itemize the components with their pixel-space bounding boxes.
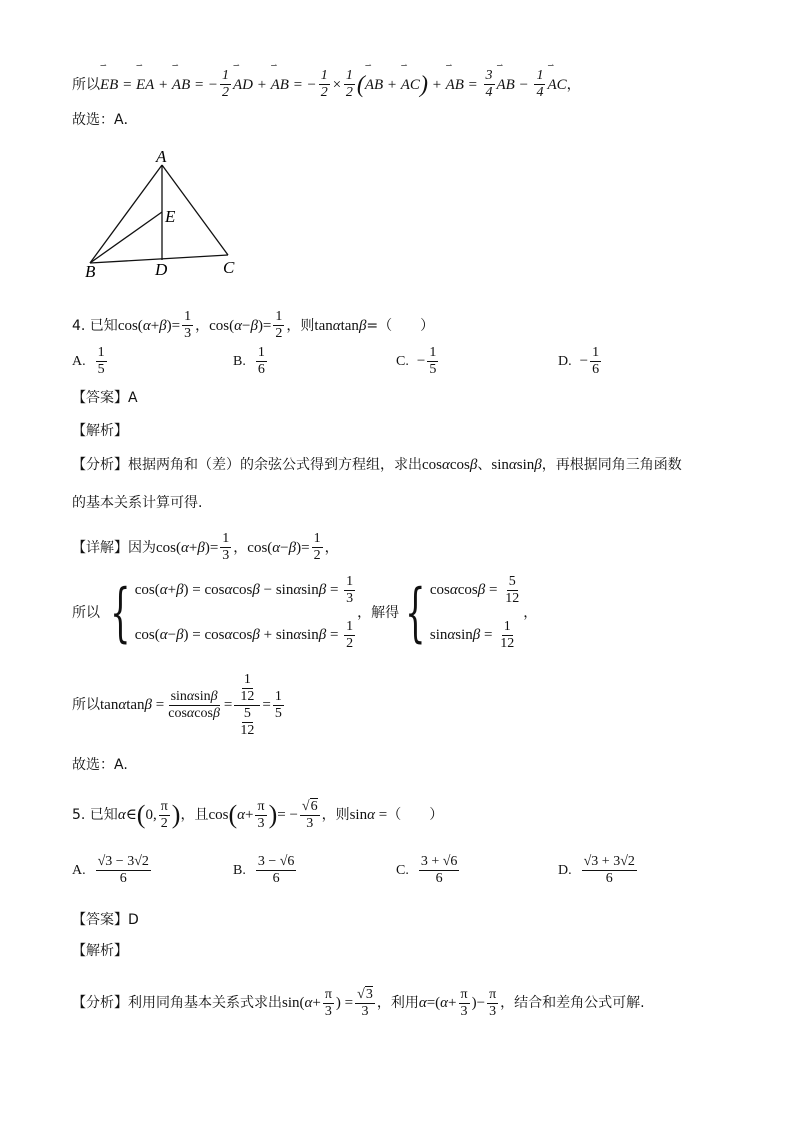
q4-stem: 4. 已知 cos(α+β)= $\frac{1}{3}$ ， cos(α−β)= $\frac{1}{2}$ ，则 tanαtanβ =（ ） — [72, 309, 435, 341]
q4-analysis-label: 【解析】 — [72, 423, 128, 439]
q4-option-c[interactable]: C. − $\frac{1}{5}$ — [396, 345, 437, 377]
vector-equation: EB ⇀ = EA ⇀ + AB ⇀ = − $\frac{1}{2}$ AD ⇀ + AB ⇀ = − $\frac{1}{2}$ × $\frac{1}{2}$ ( AB ⇀ + AC ⇀ ) + AB ⇀ = $\frac{3}{4}$ AB ⇀ − $\frac{1}{4}$ AC ⇀ — [100, 60, 567, 100]
label-e: E — [165, 207, 176, 226]
q5-analysis-label: 【解析】 — [72, 943, 128, 959]
so-prefix: 所以 — [72, 76, 100, 93]
q5-option-a[interactable]: A. $\frac{√3 - 3√2}{6}$ — [72, 854, 149, 886]
q5-option-d[interactable]: D. $\frac{√3 + 3√2}{6}$ — [558, 854, 635, 886]
q4-fenxi-line-1: 【分析】 根据两角和（差）的余弦公式得到方程组，求出 cosαcosβ 、 sinαsinβ ，再根据同角三角函数 — [72, 457, 682, 473]
q4-option-a[interactable]: A. $\frac{1}{5}$ — [72, 345, 105, 377]
q5-fenxi-line: 【分析】 利用同角基本关系式求出 sin(α+ $\frac{\pi}{3}$ ) = $\frac{√3}{3}$ ，利用 α=(α+ $\frac{\pi}{3}$ )− $\frac{\pi}{3}$ ，结合和差角公式可解. — [72, 986, 645, 1019]
q5-option-b[interactable]: B. $\frac{3 - √6}{6}$ — [233, 854, 295, 886]
choose-a-line-2: 故选：A. — [72, 757, 128, 773]
q4-option-d[interactable]: D. − $\frac{1}{6}$ — [558, 345, 600, 377]
label-c: C — [223, 258, 235, 277]
q5-option-c[interactable]: C. $\frac{3 + √6}{6}$ — [396, 854, 458, 886]
q4-fenxi-line-2: 的基本关系计算可得. — [72, 495, 203, 511]
label-a: A — [156, 147, 167, 166]
label-b: B — [85, 262, 96, 280]
choose-a-line-1: 故选：A． — [72, 112, 138, 128]
q5-stem: 5. 已知 α∈ ( 0, $\frac{\pi}{2}$ ) ，且 cos ( α + $\frac{\pi}{3}$ ) = − $\frac{√6}{3}$ ，则 sinα = （ ） — [72, 798, 444, 831]
label-d: D — [155, 260, 168, 279]
q4-detail-line-1: 【详解】 因为 cos(α+β)= $\frac{1}{3}$ ， cos(α−β)= $\frac{1}{2}$ ， — [72, 531, 339, 563]
q5-answer: 【答案】 D — [72, 912, 139, 928]
q4-option-b[interactable]: B. $\frac{1}{6}$ — [233, 345, 265, 377]
q4-answer: 【答案】 A — [72, 390, 138, 406]
q4-system-line: 所以 { cos(α+β) = cosαcosβ − sinαsinβ = $\frac{1}{3}$ cos(α−β) = cosαcosβ + sinαsinβ = $\frac{1}{2}$ ，解得 { cosαcosβ = $\frac{5}{12}$ sinαsinβ = $\frac{1}{12}$ ， — [72, 574, 538, 651]
edge-ab — [90, 165, 162, 263]
segment-be — [90, 212, 162, 263]
q4-tan-result-line: 所以 tanαtanβ = $\frac{\sin\alpha\sin\beta}{\cos\alpha\cos\beta}$ = $\frac{\frac{1}{12}}{\frac{5}{12}}$ = $\frac{1}{5}$ — [72, 671, 282, 738]
triangle-figure — [80, 145, 250, 280]
vector-equation-line: 所以 EB ⇀ = EA ⇀ + AB ⇀ = − $\frac{1}{2}$ AD ⇀ + AB ⇀ = − $\frac{1}{2}$ × $\frac{1}{2}$ ( AB ⇀ + AC ⇀ ) + AB ⇀ = $\frac{3}{4}$ AB ⇀ − $\frac{1}{4}$ AC ⇀ ， — [72, 60, 581, 100]
